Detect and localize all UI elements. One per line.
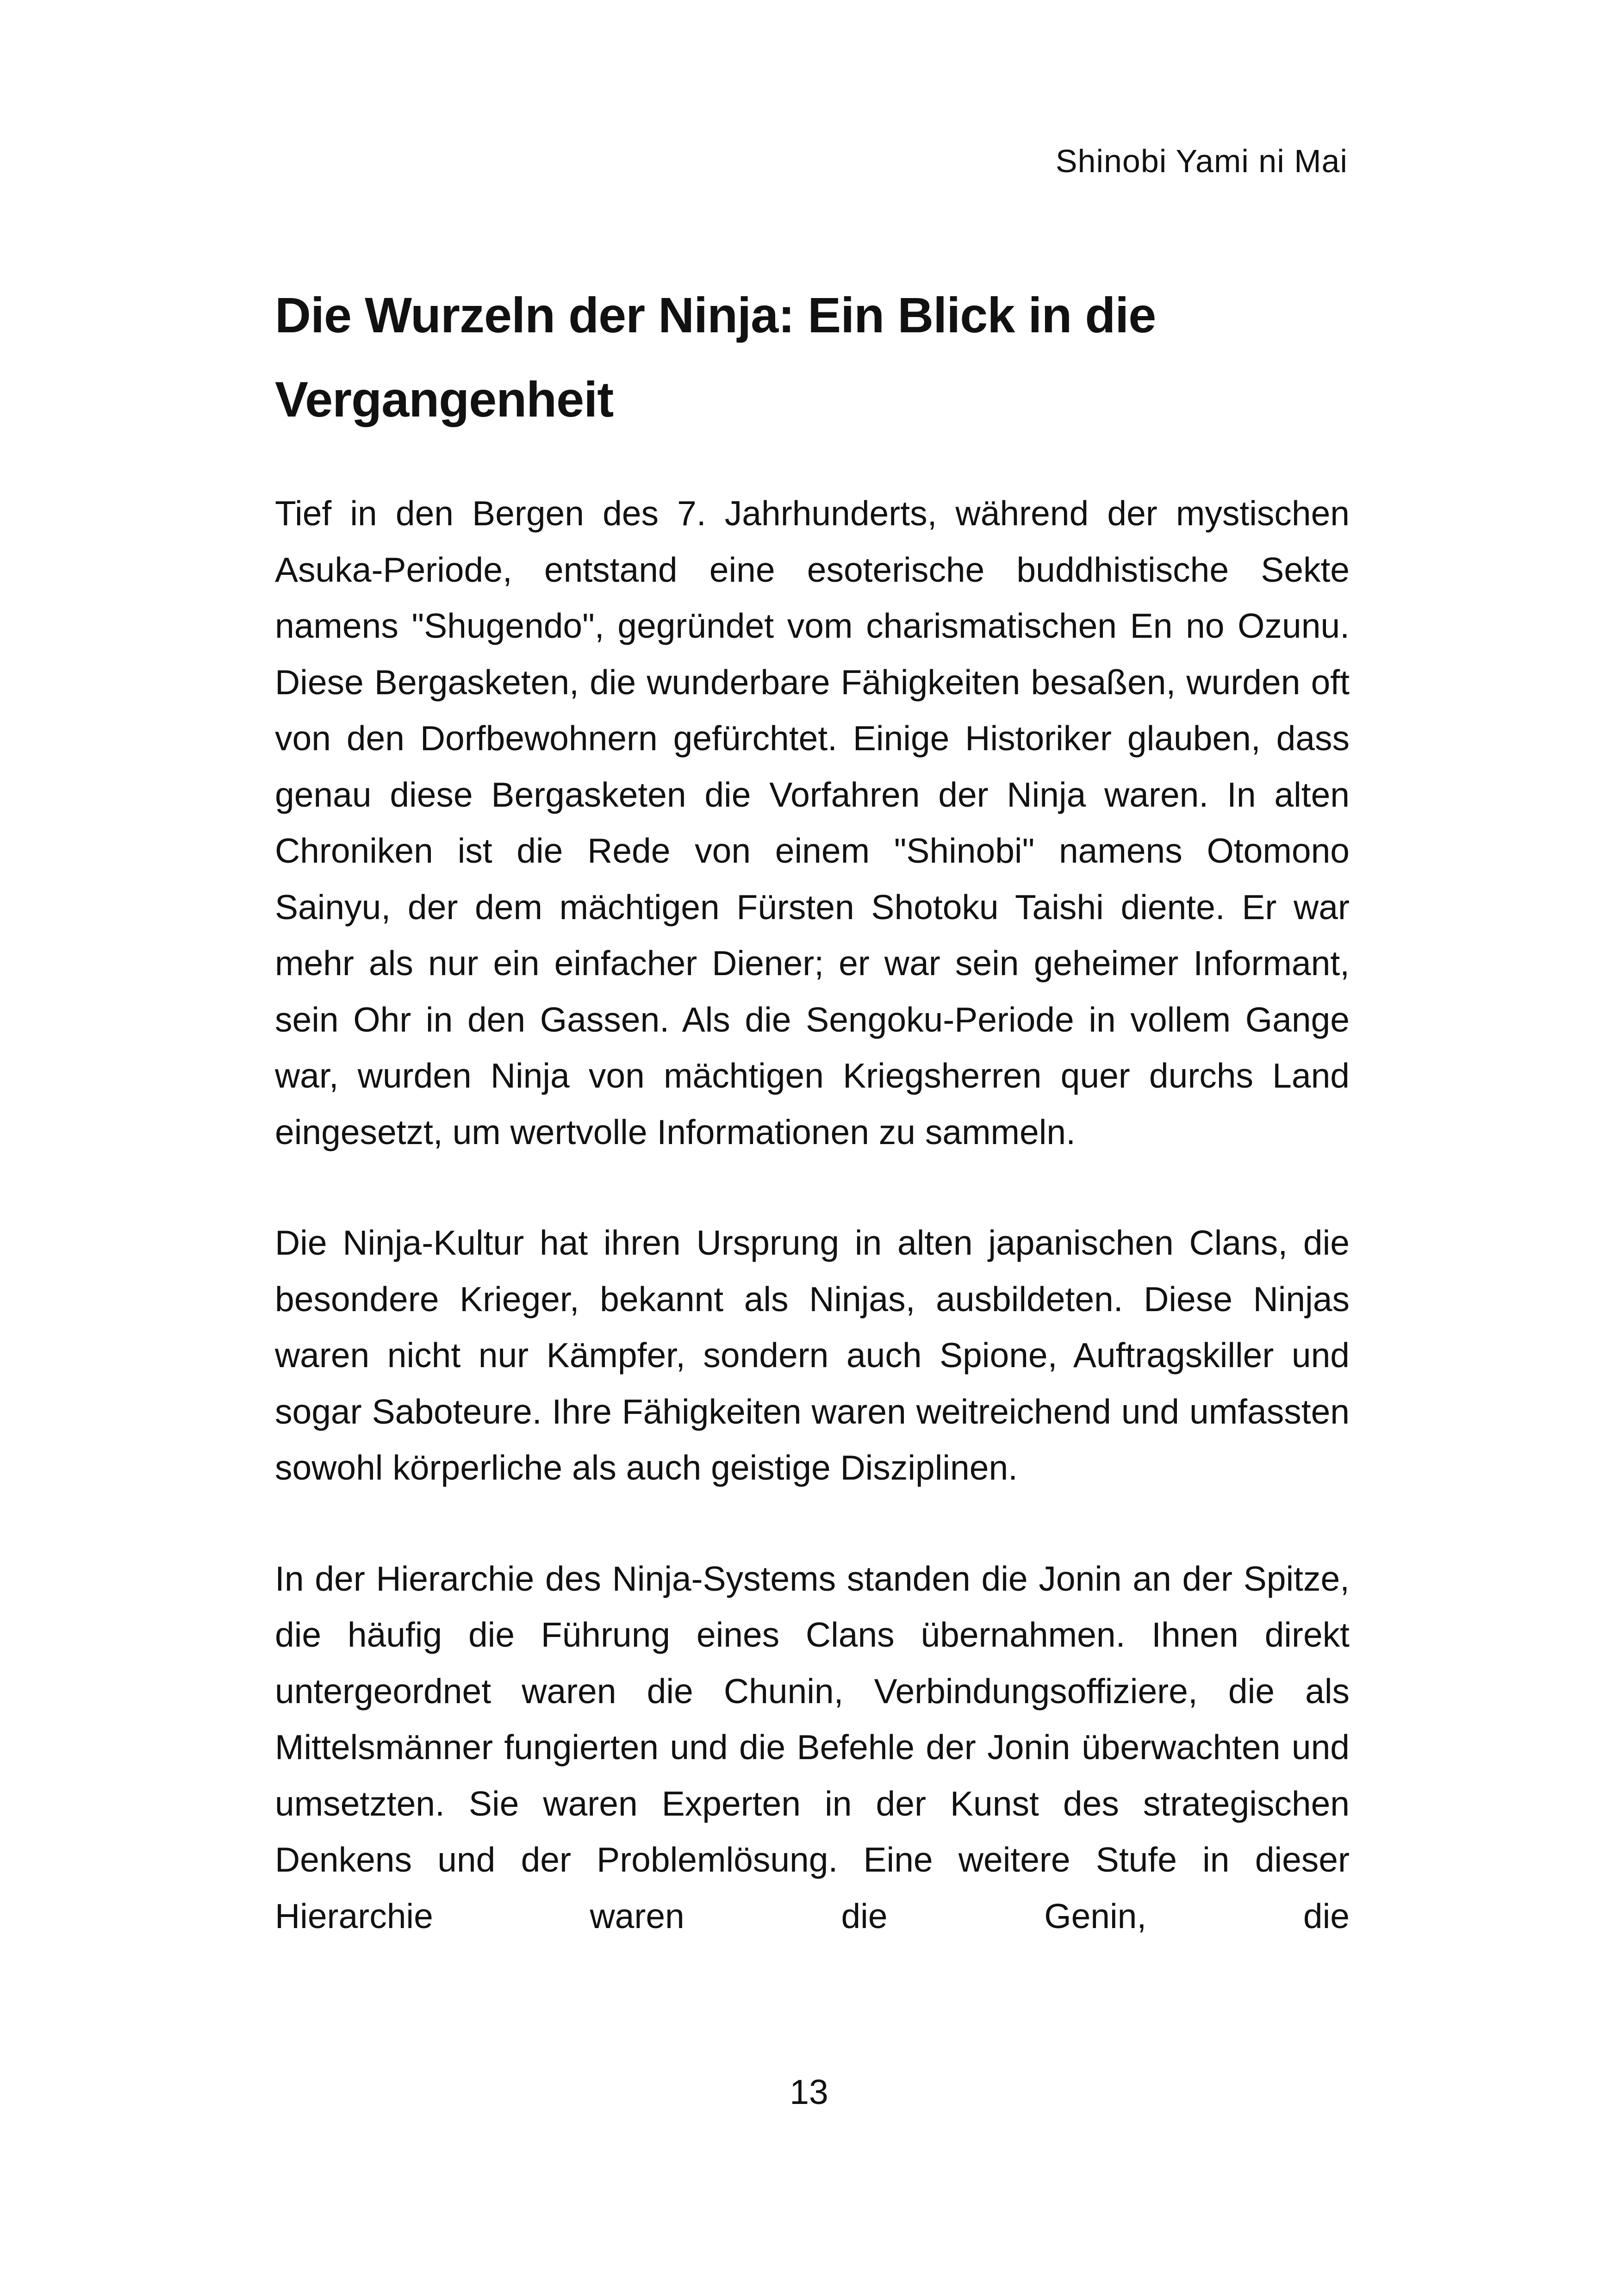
page-body (275, 273, 1350, 1944)
chapter-title: Die Wurzeln der Ninja: Ein Blick in die Vergangenheit (275, 287, 1156, 427)
body-paragraph-2: Die Ninja-Kultur hat ihren Ursprung in alten japanischen Clans, die besondere Krieger, bekannt als Ninjas, ausbildeten. Diese Ninjas waren nicht nur Kämpfer, sondern auch Spione, Auftragskiller und sogar Saboteure. Ihre Fähigkeiten waren weitreichend und umfassten sowohl körperliche als auch geistige Disziplinen. (275, 1223, 1350, 1487)
body-paragraph-1: Tief in den Bergen des 7. Jahrhunderts, während der mystischen Asuka-Periode, entstand eine esoterische buddhistische Sekte namens "Shugendo", gegründet vom charismatischen En no Ozunu. Diese Bergasketen, die wunderbare Fähigkeiten besaßen, wurden oft von den Dorfbewohnern gefürchtet. Einige Historiker glauben, dass genau diese Bergasketen die Vorfahren der Ninja waren. In alten Chroniken ist die Rede von einem "Shinobi" namens Otomono Sainyu, der dem mächtigen Fürsten Shotoku Taishi diente. Er war mehr als nur ein einfacher Diener; er war sein geheimer Informant, sein Ohr in den Gassen. Als die Sengoku-Periode in vollem Gange war, wurden Ninja von mächtigen Kriegsherren quer durchs Land eingesetzt, um wertvolle Informationen zu sammeln. (275, 494, 1350, 1151)
body-paragraph-3: In der Hierarchie des Ninja-Systems standen die Jonin an der Spitze, die häufig die Führung eines Clans übernahmen. Ihnen direkt untergeordnet waren die Chunin, Verbindungsoffiziere, die als Mittelsmänner fungierten und die Befehle der Jonin überwachten und umsetzten. Sie waren Experten in der Kunst des strategischen Denkens und der Problemlösung. Eine weitere Stufe in dieser Hierarchie waren die Genin, die (275, 1559, 1350, 1935)
page-number: 13 (790, 2072, 828, 2111)
running-header: Shinobi Yami ni Mai (1055, 143, 1348, 179)
